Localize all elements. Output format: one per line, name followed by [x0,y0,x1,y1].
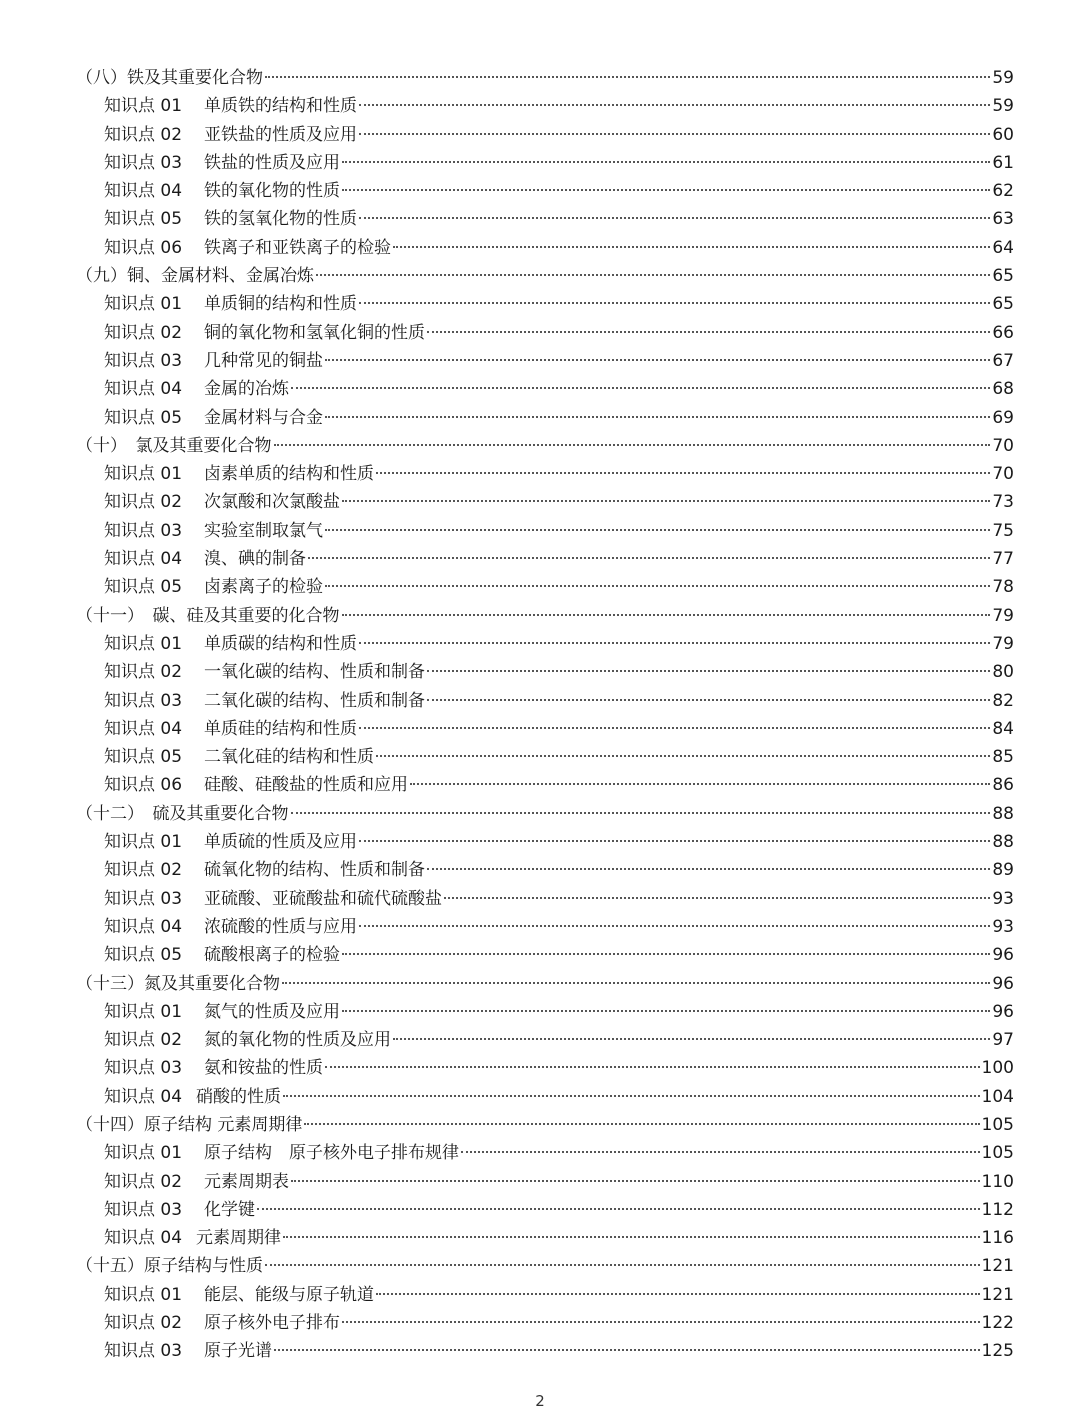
toc-point-title: 原子结构 原子核外电子排布规律 [204,1143,459,1164]
toc-point-title: 单质硅的结构和性质 [204,718,357,739]
toc-knowledge-point-row[interactable] [76,941,1014,969]
toc-chapter-row[interactable] [76,1111,1014,1139]
toc-page-number: 66 [992,322,1014,343]
toc-dot-leader [342,189,990,191]
toc-knowledge-point-row[interactable] [76,121,1014,149]
toc-point-number: 知识点 04 [104,549,183,570]
toc-dot-leader [325,1066,980,1068]
toc-chapter-row[interactable] [76,970,1014,998]
toc-page-number: 96 [992,973,1014,994]
toc-page-number: 121 [981,1284,1014,1305]
toc-dot-leader [257,1208,980,1210]
toc-knowledge-point-row[interactable] [76,488,1014,516]
toc-point-number: 知识点 01 [104,1001,183,1022]
toc-page-number: 100 [981,1058,1014,1079]
toc-knowledge-point-row[interactable] [76,92,1014,120]
toc-point-number: 知识点 04 [104,1086,183,1107]
toc-point-number: 知识点 03 [104,152,183,173]
toc-knowledge-point-row[interactable] [76,1054,1014,1082]
toc-dot-leader [265,1264,980,1266]
toc-point-title: 化学键 [204,1199,255,1220]
toc-page-number: 105 [981,1114,1014,1135]
toc-point-title: 原子核外电子排布 [204,1313,340,1334]
toc-page-number: 68 [992,379,1014,400]
toc-point-number: 知识点 05 [104,945,183,966]
toc-page-number: 59 [992,96,1014,117]
toc-knowledge-point-row[interactable] [76,743,1014,771]
toc-page-number: 64 [992,237,1014,258]
toc-dot-leader [376,472,990,474]
toc-knowledge-point-row[interactable] [76,630,1014,658]
toc-point-title: 浓硫酸的性质与应用 [204,916,357,937]
toc-knowledge-point-row[interactable] [76,347,1014,375]
toc-page-number: 69 [992,407,1014,428]
toc-point-number: 知识点 05 [104,407,183,428]
toc-point-number: 知识点 03 [104,1058,183,1079]
toc-dot-leader [316,274,990,276]
toc-dot-leader [410,783,990,785]
toc-point-number: 知识点 06 [104,775,183,796]
toc-point-number: 知识点 04 [104,1228,183,1249]
toc-page-number: 79 [992,633,1014,654]
toc-point-number: 知识点 01 [104,633,183,654]
toc-dot-leader [359,925,990,927]
toc-page-number: 65 [992,266,1014,287]
toc-point-number: 知识点 03 [104,690,183,711]
toc-point-title: 铁离子和亚铁离子的检验 [204,237,391,258]
toc-point-title: 硫氧化物的结构、性质和制备 [204,860,425,881]
toc-page-number: 93 [992,916,1014,937]
toc-knowledge-point-row[interactable] [76,1168,1014,1196]
toc-chapter-row[interactable] [76,432,1014,460]
toc-dot-leader [461,1151,980,1153]
toc-point-title: 二氧化碳的结构、性质和制备 [204,690,425,711]
toc-dot-leader [376,1293,980,1295]
toc-page-number: 78 [992,577,1014,598]
toc-knowledge-point-row[interactable] [76,1083,1014,1111]
toc-chapter-title: （十） 氯及其重要化合物 [76,435,272,456]
toc-point-number: 知识点 04 [104,916,183,937]
toc-point-number: 知识点 02 [104,1313,183,1334]
toc-knowledge-point-row[interactable] [76,404,1014,432]
toc-page-number: 70 [992,435,1014,456]
toc-point-title: 硝酸的性质 [196,1086,281,1107]
toc-point-title: 溴、碘的制备 [204,549,306,570]
toc-knowledge-point-row[interactable] [76,1337,1014,1365]
toc-dot-leader [359,840,990,842]
toc-page-number: 70 [992,464,1014,485]
toc-page-number: 62 [992,181,1014,202]
toc-point-number: 知识点 01 [104,464,183,485]
toc-point-title: 铜的氧化物和氢氧化铜的性质 [204,322,425,343]
toc-point-number: 知识点 05 [104,747,183,768]
toc-point-number: 知识点 02 [104,662,183,683]
toc-point-title: 原子光谱 [204,1341,272,1362]
toc-point-number: 知识点 05 [104,209,183,230]
toc-point-number: 知识点 02 [104,1030,183,1051]
toc-dot-leader [325,359,990,361]
toc-knowledge-point-row[interactable] [76,1139,1014,1167]
toc-point-title: 能层、能级与原子轨道 [204,1284,374,1305]
toc-dot-leader [291,812,991,814]
toc-dot-leader [274,1349,980,1351]
toc-point-number: 知识点 05 [104,577,183,598]
toc-point-title: 单质碳的结构和性质 [204,633,357,654]
toc-page-number: 125 [981,1341,1014,1362]
toc-chapter-row[interactable] [76,64,1014,92]
toc-point-title: 二氧化硅的结构和性质 [204,747,374,768]
toc-knowledge-point-row[interactable] [76,828,1014,856]
toc-point-number: 知识点 03 [104,520,183,541]
toc-dot-leader [325,585,990,587]
toc-point-title: 氨和铵盐的性质 [204,1058,323,1079]
toc-page-number: 85 [992,747,1014,768]
toc-point-number: 知识点 03 [104,1341,183,1362]
toc-point-title: 铁的氧化物的性质 [204,181,340,202]
toc-point-number: 知识点 03 [104,888,183,909]
toc-dot-leader [342,953,990,955]
table-of-contents [76,64,1014,1366]
toc-page-number: 60 [992,124,1014,145]
toc-knowledge-point-row[interactable] [76,290,1014,318]
toc-page-number: 88 [992,803,1014,824]
toc-knowledge-point-row[interactable] [76,177,1014,205]
toc-page-number: 63 [992,209,1014,230]
toc-chapter-title: （十二） 硫及其重要化合物 [76,803,289,824]
toc-page-number: 61 [992,152,1014,173]
toc-dot-leader [427,699,990,701]
toc-point-title: 硫酸根离子的检验 [204,945,340,966]
toc-dot-leader [342,1010,990,1012]
toc-dot-leader [359,217,990,219]
toc-dot-leader [427,868,990,870]
toc-dot-leader [291,387,990,389]
toc-point-number: 知识点 04 [104,718,183,739]
toc-knowledge-point-row[interactable] [76,205,1014,233]
toc-point-title: 几种常见的铜盐 [204,350,323,371]
toc-dot-leader [282,982,990,984]
toc-page-number: 116 [981,1228,1014,1249]
toc-dot-leader [265,76,990,78]
toc-dot-leader [359,727,990,729]
toc-page-number: 121 [981,1256,1014,1277]
toc-knowledge-point-row[interactable] [76,658,1014,686]
toc-page-number: 89 [992,860,1014,881]
toc-point-title: 亚硫酸、亚硫酸盐和硫代硫酸盐 [204,888,442,909]
toc-point-title: 亚铁盐的性质及应用 [204,124,357,145]
toc-point-title: 单质硫的性质及应用 [204,832,357,853]
toc-page-number: 96 [992,945,1014,966]
toc-knowledge-point-row[interactable] [76,573,1014,601]
toc-point-number: 知识点 02 [104,1171,183,1192]
toc-knowledge-point-row[interactable] [76,375,1014,403]
toc-point-number: 知识点 04 [104,379,183,400]
toc-point-title: 次氯酸和次氯酸盐 [204,492,340,513]
toc-point-title: 一氧化碳的结构、性质和制备 [204,662,425,683]
toc-dot-leader [342,614,991,616]
toc-knowledge-point-row[interactable] [76,517,1014,545]
toc-chapter-row[interactable] [76,800,1014,828]
toc-point-number: 知识点 01 [104,1284,183,1305]
toc-dot-leader [274,444,991,446]
toc-chapter-title: （十三）氮及其重要化合物 [76,973,280,994]
toc-knowledge-point-row[interactable] [76,460,1014,488]
toc-point-title: 铁盐的性质及应用 [204,152,340,173]
toc-page-number: 93 [992,888,1014,909]
toc-dot-leader [359,133,990,135]
toc-point-title: 金属的冶炼 [204,379,289,400]
toc-dot-leader [342,161,990,163]
toc-page-number: 65 [992,294,1014,315]
toc-dot-leader [342,500,990,502]
toc-point-title: 卤素离子的检验 [204,577,323,598]
toc-page-number: 122 [981,1313,1014,1334]
toc-dot-leader [359,104,990,106]
toc-point-number: 知识点 01 [104,1143,183,1164]
toc-point-title: 单质铜的结构和性质 [204,294,357,315]
toc-page-number: 105 [981,1143,1014,1164]
toc-dot-leader [325,529,990,531]
toc-dot-leader [359,642,990,644]
toc-point-title: 元素周期表 [204,1171,289,1192]
toc-page-number: 96 [992,1001,1014,1022]
toc-chapter-title: （十五）原子结构与性质 [76,1256,263,1277]
toc-page-number: 104 [981,1086,1014,1107]
toc-point-title: 铁的氢氧化物的性质 [204,209,357,230]
toc-knowledge-point-row[interactable] [76,545,1014,573]
toc-knowledge-point-row[interactable] [76,687,1014,715]
toc-page-number: 86 [992,775,1014,796]
toc-point-title: 金属材料与合金 [204,407,323,428]
toc-dot-leader [342,1321,980,1323]
toc-point-number: 知识点 06 [104,237,183,258]
toc-knowledge-point-row[interactable] [76,1026,1014,1054]
toc-dot-leader [427,331,990,333]
toc-page-number: 97 [992,1030,1014,1051]
toc-point-number: 知识点 01 [104,294,183,315]
toc-chapter-title: （八）铁及其重要化合物 [76,68,263,88]
toc-dot-leader [325,416,990,418]
toc-point-number: 知识点 01 [104,832,183,853]
toc-point-number: 知识点 02 [104,860,183,881]
toc-page-number: 67 [992,350,1014,371]
toc-point-title: 硅酸、硅酸盐的性质和应用 [204,775,408,796]
toc-page-number: 79 [992,605,1014,626]
toc-page-number: 80 [992,662,1014,683]
toc-page-number: 88 [992,832,1014,853]
toc-knowledge-point-row[interactable] [76,1224,1014,1252]
toc-dot-leader [393,246,990,248]
toc-point-number: 知识点 02 [104,322,183,343]
toc-dot-leader [427,670,990,672]
toc-point-number: 知识点 02 [104,124,183,145]
toc-dot-leader [376,755,990,757]
toc-chapter-row[interactable] [76,1252,1014,1280]
toc-dot-leader [283,1236,980,1238]
toc-chapter-row[interactable] [76,602,1014,630]
toc-point-number: 知识点 03 [104,350,183,371]
toc-knowledge-point-row[interactable] [76,771,1014,799]
toc-knowledge-point-row[interactable] [76,1196,1014,1224]
toc-chapter-title: （十四）原子结构 元素周期律 [76,1114,303,1135]
toc-knowledge-point-row[interactable] [76,998,1014,1026]
toc-dot-leader [444,897,990,899]
toc-point-title: 卤素单质的结构和性质 [204,464,374,485]
toc-page-number: 77 [992,549,1014,570]
toc-dot-leader [308,557,990,559]
toc-knowledge-point-row[interactable] [76,319,1014,347]
toc-dot-leader [304,1123,979,1125]
toc-knowledge-point-row[interactable] [76,1281,1014,1309]
toc-knowledge-point-row[interactable] [76,234,1014,262]
toc-chapter-row[interactable] [76,262,1014,290]
toc-page-number: 73 [992,492,1014,513]
toc-page-number: 82 [992,690,1014,711]
toc-knowledge-point-row[interactable] [76,1309,1014,1337]
toc-dot-leader [283,1095,980,1097]
toc-point-number: 知识点 04 [104,181,183,202]
toc-page-number: 112 [981,1199,1014,1220]
toc-point-number: 知识点 03 [104,1199,183,1220]
toc-page-number: 84 [992,718,1014,739]
toc-dot-leader [393,1038,990,1040]
toc-dot-leader [359,302,990,304]
toc-knowledge-point-row[interactable] [76,715,1014,743]
toc-page-number: 59 [992,68,1014,88]
toc-point-number: 知识点 02 [104,492,183,513]
toc-page-number: 75 [992,520,1014,541]
toc-knowledge-point-row[interactable] [76,856,1014,884]
toc-knowledge-point-row[interactable] [76,885,1014,913]
toc-point-title: 实验室制取氯气 [204,520,323,541]
toc-dot-leader [291,1180,980,1182]
toc-knowledge-point-row[interactable] [76,913,1014,941]
page-number: 2 [535,1392,545,1410]
toc-point-title: 元素周期律 [196,1228,281,1249]
toc-point-title: 单质铁的结构和性质 [204,96,357,117]
toc-page-number: 110 [981,1171,1014,1192]
toc-point-title: 氮气的性质及应用 [204,1001,340,1022]
toc-chapter-title: （九）铜、金属材料、金属冶炼 [76,266,314,287]
toc-knowledge-point-row[interactable] [76,149,1014,177]
toc-point-title: 氮的氧化物的性质及应用 [204,1030,391,1051]
toc-chapter-title: （十一） 碳、硅及其重要的化合物 [76,605,340,626]
toc-point-number: 知识点 01 [104,96,183,117]
